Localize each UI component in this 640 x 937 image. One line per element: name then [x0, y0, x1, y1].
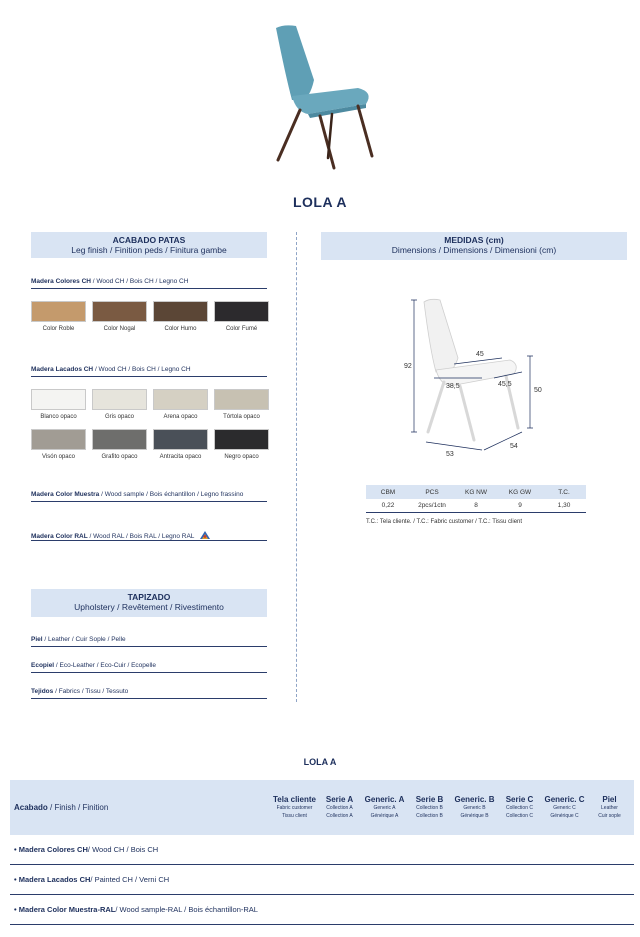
ral-heading-rest: / Wood RAL / Bois RAL / Legno RAL: [87, 533, 195, 540]
upholstery-item-rest: / Eco-Leather / Eco-Cuir / Ecopelle: [54, 662, 157, 669]
swatch-label: Antracita opaco: [159, 454, 202, 460]
upholstery-item-bold: Tejidos: [31, 688, 54, 695]
ral-heading-bold: Madera Color RAL: [31, 533, 88, 540]
lacquered-heading-rest: / Wood CH / Bois CH / Legno CH: [93, 366, 191, 373]
price-table-header: [10, 780, 634, 835]
col-sub: Tissu client: [282, 813, 307, 819]
swatch-negro[interactable]: [214, 429, 269, 460]
upholstery-item-tejidos: [31, 688, 128, 695]
col-heading: Piel: [602, 795, 617, 804]
color-palette-icon: [199, 530, 211, 540]
leg-finish-band: [31, 232, 267, 258]
swatch-chip: [153, 301, 208, 322]
measures-band: [321, 232, 627, 260]
dim-seat-width: 45: [476, 351, 484, 358]
col-serie-a: [317, 795, 362, 820]
swatch-antracita[interactable]: [153, 429, 208, 460]
finish-header-bold: Acabado: [14, 803, 48, 812]
packing-note: T.C.: Tela cliente. / T.C.: Fabric customer / T.C.: Tissu client: [366, 519, 523, 525]
col-heading: Tela cliente: [273, 795, 316, 804]
swatch-label: Tórtola opaco: [223, 414, 260, 420]
sample-rule: [31, 501, 267, 502]
packing-value: 9: [518, 502, 522, 509]
swatch-humo[interactable]: [153, 301, 208, 332]
leg-finish-subtitle: Leg finish / Finition peds / Finitura gambe: [71, 245, 227, 255]
col-sub: Fabric customer: [276, 805, 313, 811]
table-row: [10, 835, 634, 865]
dimension-drawing: [398, 294, 542, 460]
col-heading: Serie B: [415, 795, 444, 804]
wood-colors-heading-bold: Madera Colores CH: [31, 278, 91, 285]
upholstery-item-bold: Ecopiel: [31, 662, 55, 669]
swatch-chip: [31, 429, 86, 450]
swatch-label: Color Fumé: [225, 326, 258, 332]
packing-value: 0,22: [381, 502, 395, 509]
packing-header: KG GW: [508, 488, 532, 496]
swatch-blanco[interactable]: [31, 389, 86, 420]
measures-title: MEDIDAS (cm): [444, 235, 504, 245]
swatch-label: Color Nogal: [103, 326, 136, 332]
col-sub: Collection A: [326, 813, 353, 819]
swatch-chip: [214, 429, 269, 450]
sample-heading-bold: Madera Color Muestra: [31, 491, 100, 498]
row-label-rest: / Painted CH / Verni CH: [90, 875, 170, 884]
swatch-label: Grafito opaco: [101, 454, 138, 460]
leg-finish-title: ACABADO PATAS: [112, 235, 186, 245]
row-label-rest: / Wood CH / Bois CH: [87, 845, 159, 854]
dim-seat-depth-2: 45,5: [498, 381, 512, 388]
sample-heading: [31, 491, 243, 498]
swatch-label: Negro opaco: [224, 454, 259, 460]
finish-column-header: [10, 803, 272, 812]
upholstery-item-rest: / Leather / Cuir Sople / Pelle: [42, 636, 126, 643]
row-label-bold: • Madera Lacados CH: [14, 875, 91, 884]
price-table: [10, 780, 634, 925]
wood-swatches: [31, 301, 269, 332]
product-title: LOLA A: [292, 194, 348, 210]
packing-header: T.C.: [558, 488, 570, 496]
ral-heading: [31, 530, 211, 540]
col-heading: Generic. A: [364, 795, 405, 804]
lacquered-rule: [31, 376, 267, 377]
packing-header: CBM: [380, 488, 396, 496]
swatch-chip: [92, 389, 147, 410]
swatch-chip: [31, 389, 86, 410]
swatch-tortola[interactable]: [214, 389, 269, 420]
col-heading: Serie A: [325, 795, 354, 804]
upholstery-item-rest: / Fabrics / Tissu / Tessuto: [53, 688, 129, 695]
upholstery-rule: [31, 672, 267, 673]
col-sub: Collection C: [506, 813, 533, 819]
row-label-bold: • Madera Color Muestra-RAL: [14, 905, 116, 914]
col-sub: Générique C: [550, 813, 579, 819]
table-row: [10, 895, 634, 925]
dim-depth: 54: [510, 443, 518, 450]
packing-header: PCS: [425, 488, 439, 496]
sample-heading-rest: / Wood sample / Bois échantillon / Legno frassino: [99, 491, 244, 498]
packing-header-row: [366, 485, 586, 499]
swatch-chip: [153, 389, 208, 410]
packing-value: 2pcs/1ctn: [418, 502, 446, 509]
col-sub: Générique B: [460, 813, 489, 819]
swatch-gris[interactable]: [92, 389, 147, 420]
col-sub: Generic B: [463, 805, 486, 811]
upholstery-subtitle: Upholstery / Revêtement / Rivestimento: [74, 602, 224, 612]
swatch-roble[interactable]: [31, 301, 86, 332]
packing-header: KG NW: [464, 488, 488, 496]
wood-colors-rule: [31, 288, 267, 289]
upholstery-title: TAPIZADO: [127, 592, 171, 602]
swatch-chip: [214, 301, 269, 322]
upholstery-band: [31, 589, 267, 617]
swatch-chip: [92, 301, 147, 322]
packing-value-row: [366, 499, 586, 513]
upholstery-rule: [31, 646, 267, 647]
chair-photo: [262, 18, 382, 178]
column-divider: [296, 232, 297, 702]
swatch-arena[interactable]: [153, 389, 208, 420]
dim-width: 53: [446, 451, 454, 458]
col-sub: Générique A: [370, 813, 399, 819]
table-row: [10, 865, 634, 895]
packing-table: [366, 485, 586, 513]
dim-seat-height: 50: [534, 387, 542, 394]
swatch-label: Visón opaco: [42, 454, 75, 460]
wood-colors-heading-rest: / Wood CH / Bois CH / Legno CH: [90, 278, 189, 285]
ral-rule: [31, 540, 267, 541]
lacquered-heading: [31, 366, 191, 373]
lacquered-heading-bold: Madera Lacados CH: [31, 366, 94, 373]
swatch-label: Color Roble: [42, 326, 75, 332]
swatch-label: Color Humo: [164, 326, 197, 332]
upholstery-item-piel: [31, 636, 126, 643]
col-generic-a: [362, 795, 407, 820]
row-label-rest: / Wood sample-RAL / Bois échantillon-RAL: [115, 905, 258, 914]
packing-value: 8: [474, 502, 478, 509]
swatch-label: Gris opaco: [104, 414, 134, 420]
col-heading: Generic. B: [454, 795, 495, 804]
swatch-grafito[interactable]: [92, 429, 147, 460]
swatch-label: Blanco opaco: [40, 414, 77, 420]
swatch-chip: [31, 301, 86, 322]
finish-header-rest: / Finish / Finition: [47, 803, 109, 812]
col-heading: Generic. C: [544, 795, 585, 804]
col-heading: Serie C: [505, 795, 534, 804]
swatch-fume[interactable]: [214, 301, 269, 332]
col-sub: Cuir sople: [598, 813, 621, 819]
dim-seat-depth: 38,5: [446, 383, 460, 390]
swatch-chip: [153, 429, 208, 450]
lacquered-swatches-row1: [31, 389, 269, 420]
upholstery-item-ecopiel: [31, 662, 156, 669]
lacquered-swatches-row2: [31, 429, 269, 460]
swatch-chip: [92, 429, 147, 450]
col-serie-c: [497, 795, 542, 820]
col-generic-c: [542, 795, 587, 820]
price-table-title: LOLA A: [303, 757, 337, 767]
measures-subtitle: Dimensions / Dimensions / Dimensioni (cm): [391, 245, 557, 255]
col-sub: Generic C: [553, 805, 576, 811]
upholstery-rule: [31, 698, 267, 699]
col-sub: Collection B: [416, 813, 443, 819]
col-sub: Generic A: [373, 805, 396, 811]
swatch-label: Arena opaco: [163, 414, 198, 420]
swatch-vison[interactable]: [31, 429, 86, 460]
col-generic-b: [452, 795, 497, 820]
swatch-nogal[interactable]: [92, 301, 147, 332]
swatch-chip: [214, 389, 269, 410]
packing-value: 1,30: [557, 502, 571, 509]
wood-colors-heading: [31, 278, 188, 285]
col-sub: Collection C: [506, 805, 533, 811]
col-sub: Collection A: [326, 805, 353, 811]
row-label-bold: • Madera Colores CH: [14, 845, 88, 854]
col-serie-b: [407, 795, 452, 820]
dim-height: 92: [404, 363, 412, 370]
col-sub: Collection B: [416, 805, 443, 811]
col-sub: Leather: [601, 805, 618, 811]
col-piel: [587, 795, 632, 820]
col-tela-cliente: [272, 795, 317, 820]
upholstery-item-bold: Piel: [31, 636, 43, 643]
